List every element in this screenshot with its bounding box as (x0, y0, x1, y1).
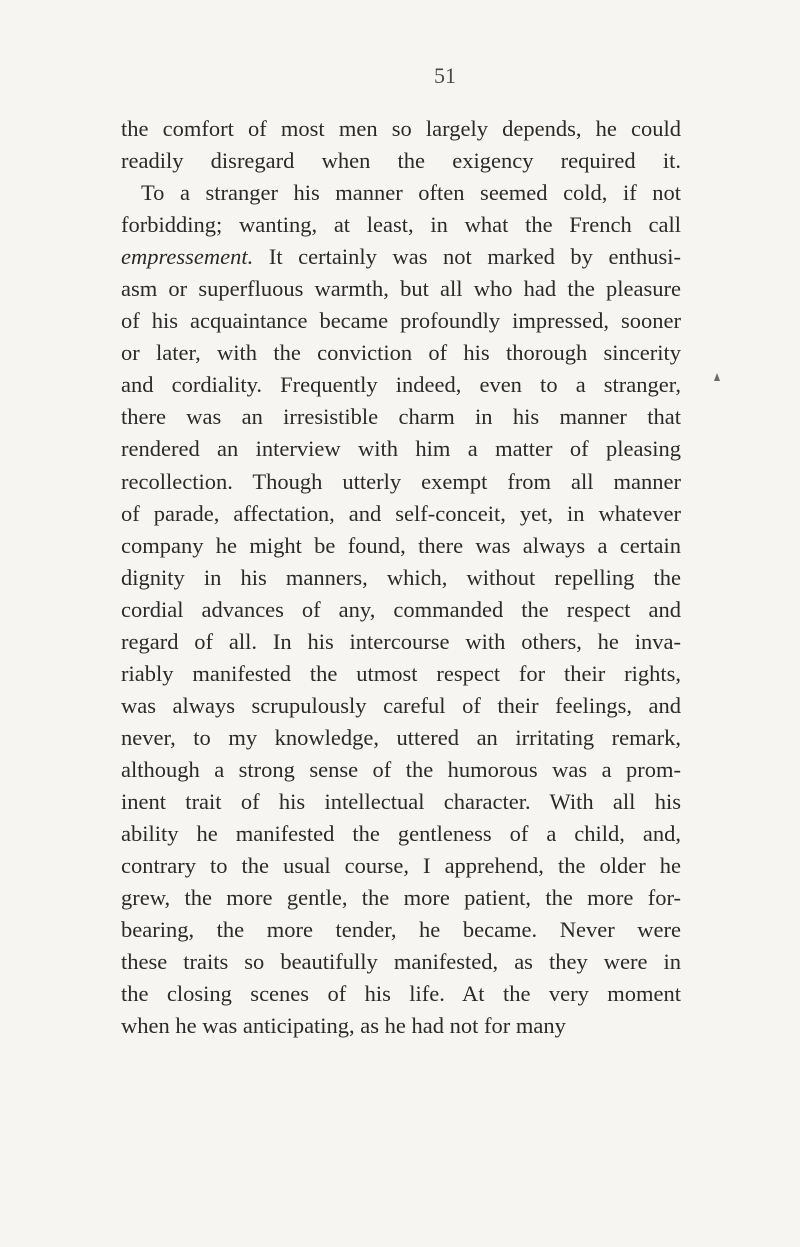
text-line: rendered an interview with him a matter of pleasing (121, 436, 681, 462)
text-line: grew, the more gentle, the more patient, the more for- (121, 885, 681, 911)
text-line-rest: It certainly was not marked by enthusi- (253, 244, 681, 270)
text-line: regard of all. In his intercourse with others, he inva- (121, 628, 681, 654)
text-line: never, to my knowledge, uttered an irritating remark, (121, 724, 681, 750)
text-line: of his acquaintance became profoundly impressed, sooner (121, 308, 681, 334)
text-line: bearing, the more tender, he became. Never were (121, 917, 681, 943)
text-line: dignity in his manners, which, without repelling the (121, 564, 681, 590)
stray-mark (714, 373, 720, 381)
text-line: and cordiality. Frequently indeed, even to a stranger, (121, 372, 681, 398)
text-line: riably manifested the utmost respect for their rights, (121, 660, 681, 686)
text-line: recollection. Though utterly exempt from all manner (121, 468, 681, 494)
text-line: although a strong sense of the humorous was a prom- (121, 756, 681, 782)
body-text (121, 113, 681, 1042)
text-line: To a stranger his manner often seemed cold, if not (141, 180, 681, 206)
text-line (121, 241, 681, 273)
text-line: the comfort of most men so largely depends, he could (121, 116, 681, 141)
text-line: readily disregard when the exigency required it. (121, 148, 681, 174)
text-line: forbidding; wanting, at least, in what the French call (121, 212, 681, 238)
text-line: these traits so beautifully manifested, as they were in (121, 949, 681, 975)
text-line: inent trait of his intellectual character. With all his (121, 788, 681, 814)
text-line: asm or superfluous warmth, but all who had the pleasure (121, 276, 681, 302)
text-line: or later, with the conviction of his thorough sincerity (121, 340, 681, 366)
text-line: was always scrupulously careful of their feelings, and (121, 692, 681, 718)
text-line: ability he manifested the gentleness of a child, and, (121, 821, 681, 847)
page-number: 51 (434, 63, 456, 88)
text-line: cordial advances of any, commanded the respect and (121, 596, 681, 622)
text-line: the closing scenes of his life. At the very moment (121, 981, 681, 1007)
italic-term: empressement. (121, 244, 254, 270)
text-line: contrary to the usual course, I apprehend, the older he (121, 853, 681, 879)
text-line: when he was anticipating, as he had not for many (121, 1013, 566, 1039)
text-line: there was an irresistible charm in his manner that (121, 404, 681, 430)
text-line: company he might be found, there was always a certain (121, 532, 681, 558)
text-line: of parade, affectation, and self-conceit, yet, in whatever (121, 500, 681, 526)
